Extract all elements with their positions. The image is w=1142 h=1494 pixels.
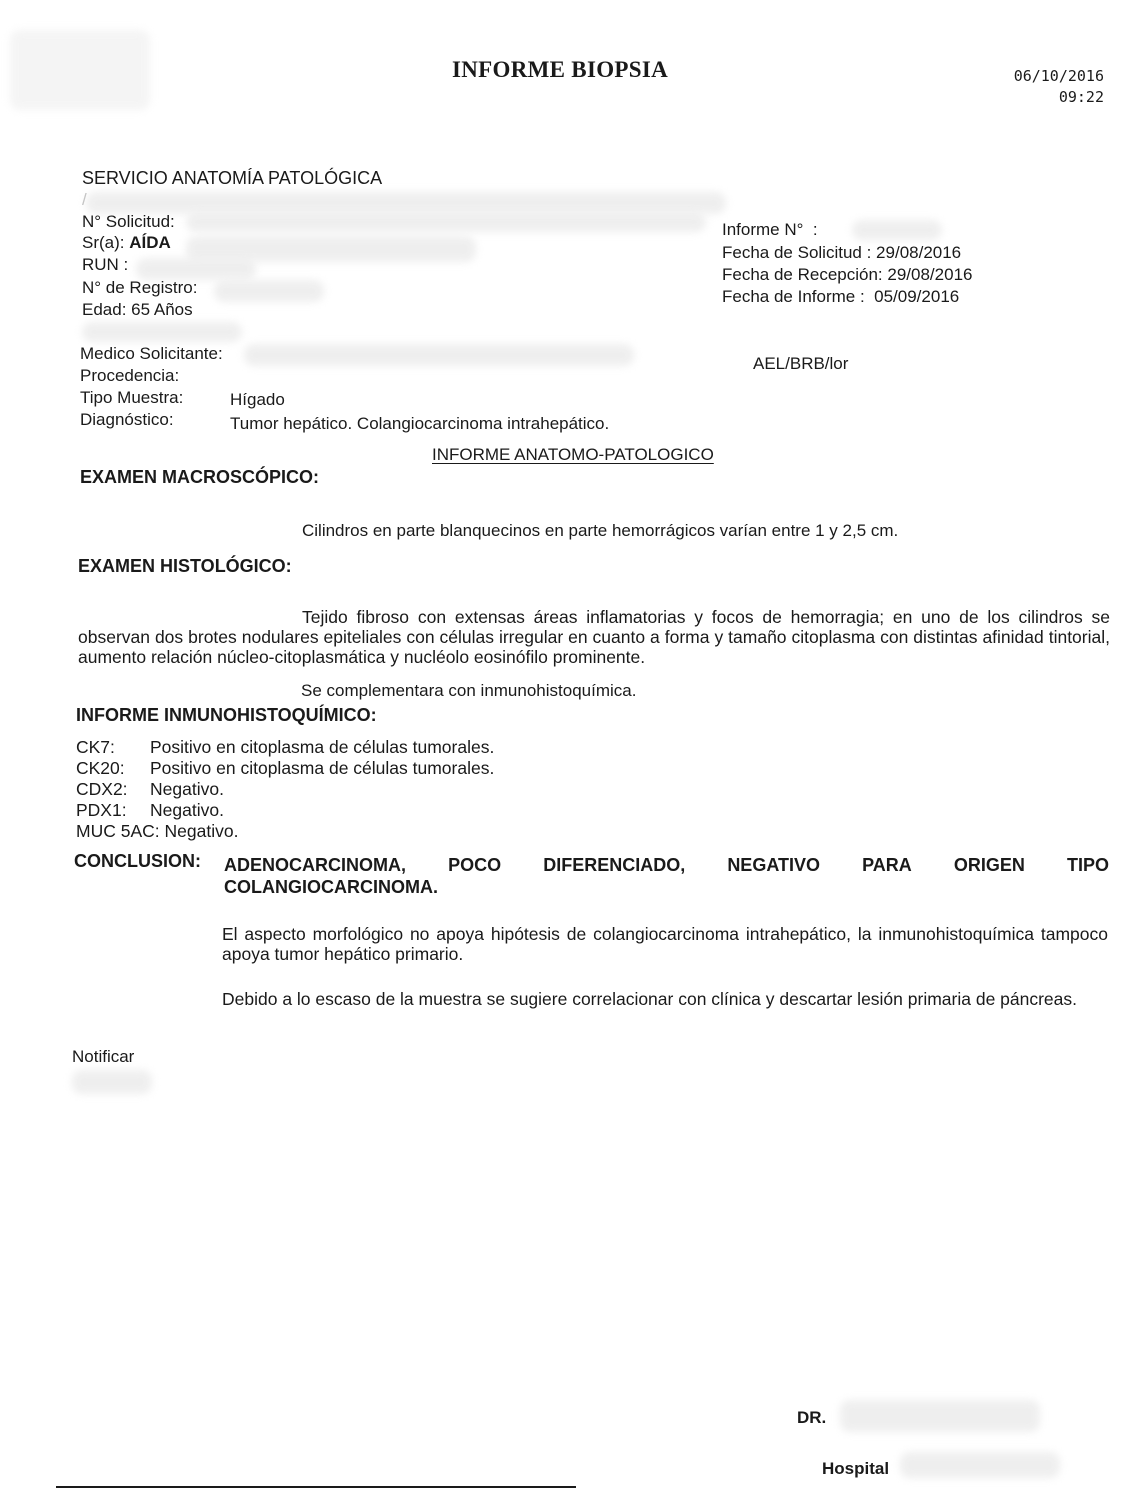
initials: AEL/BRB/lor: [753, 354, 849, 373]
report-section-heading: INFORME ANATOMO-PATOLOGICO: [432, 445, 714, 464]
fecha-recepcion-label: Fecha de Recepción:: [722, 265, 883, 284]
fecha-solicitud-row: [722, 243, 961, 263]
conclusion-label: CONCLUSION:: [74, 851, 201, 871]
redaction-doctor: [840, 1400, 1040, 1432]
patient-label: Sr(a):: [82, 233, 125, 252]
fecha-solicitud-label: Fecha de Solicitud: [722, 243, 862, 262]
run-label: RUN :: [82, 255, 129, 274]
ihc-result: Negativo.: [150, 800, 224, 820]
conclusion-word: ORIGEN: [953, 855, 1025, 875]
patient-row: [82, 233, 171, 253]
redaction-extra-line: [82, 322, 242, 342]
ihc-row: [76, 737, 494, 758]
histo-text: Tejido fibroso con extensas áreas inflamatorias y focos de hemorragia; en uno de los cilindros se observan dos brotes nodulares epiteliales con células irregular en cuanto a forma y tamaño citoplasma con distintas afinidad tintorial, aumento relación núcleo-citoplasmática y nucléolo eosinófilo prominente.: [78, 607, 1110, 667]
notify-label: Notificar: [72, 1047, 135, 1066]
conclusion-word: PARA: [862, 855, 912, 875]
procedencia-label: Procedencia:: [80, 366, 180, 385]
ihc-result: Negativo.: [164, 821, 239, 841]
service-name: SERVICIO ANATOMÍA PATOLÓGICA: [82, 168, 383, 188]
ihc-marker: MUC 5AC:: [76, 821, 160, 841]
registro-label: N° de Registro:: [82, 278, 198, 297]
report-title: INFORME BIOPSIA: [452, 57, 668, 82]
redaction-hospital: [900, 1452, 1060, 1478]
age-label: Edad:: [82, 300, 127, 319]
fecha-recepcion-row: [722, 265, 972, 285]
redaction-medico: [244, 344, 634, 366]
ihc-row: [76, 779, 224, 800]
ihc-marker: CDX2:: [76, 779, 128, 799]
conclusion-word: TIPO: [1066, 855, 1109, 875]
ihc-result: Negativo.: [150, 779, 224, 799]
diagnostico-value: Tumor hepático. Colangiocarcinoma intrahepático.: [230, 414, 610, 433]
redaction-informe-number: [852, 220, 942, 240]
ihc-row: [76, 821, 238, 842]
age-row: [82, 300, 193, 320]
conclusion-line-1: [224, 855, 1109, 876]
macro-text: Cilindros en parte blanquecinos en parte hemorrágicos varían entre 1 y 2,5 cm.: [302, 521, 899, 540]
diagnostico-label: Diagnóstico:: [80, 410, 174, 429]
conclusion-word: DIFERENCIADO,: [543, 855, 686, 875]
redaction-top-left: [10, 30, 150, 110]
medico-label: Medico Solicitante:: [80, 344, 223, 363]
redaction-registro: [214, 280, 324, 302]
ihc-marker: PDX1:: [76, 800, 127, 820]
conclusion-word: POCO: [448, 855, 502, 875]
ihc-result: Positivo en citoplasma de células tumorales.: [150, 737, 495, 757]
solicitud-label: N° Solicitud:: [82, 212, 175, 231]
informe-number-colon: :: [812, 220, 818, 239]
fecha-informe-label: Fecha de Informe :: [722, 287, 865, 306]
conclusion-word: ADENOCARCINOMA,: [224, 855, 406, 875]
age-value: 65 Años: [131, 300, 193, 319]
fecha-solicitud-value: : 29/08/2016: [866, 243, 962, 262]
fecha-informe-value: 05/09/2016: [874, 287, 960, 306]
print-date: 06/10/2016: [1013, 67, 1104, 85]
hospital-label: Hospital: [822, 1459, 890, 1478]
fecha-recepcion-value: 29/08/2016: [887, 265, 973, 284]
address-fragment: /: [82, 190, 87, 209]
ihc-heading: INFORME INMUNOHISTOQUÍMICO:: [76, 705, 377, 725]
print-timestamp: [1014, 66, 1104, 108]
macro-heading: EXAMEN MACROSCÓPICO:: [80, 467, 320, 487]
ihc-marker: CK20:: [76, 758, 125, 778]
patient-name: AÍDA: [129, 233, 171, 252]
conclusion-line-2: COLANGIOCARCINOMA.: [224, 877, 438, 897]
doctor-prefix: DR.: [797, 1408, 827, 1427]
redaction-notify: [72, 1070, 152, 1094]
redaction-run: [136, 258, 256, 280]
ihc-result: Positivo en citoplasma de células tumorales.: [150, 758, 495, 778]
fecha-informe-row: [722, 287, 959, 307]
print-time: 09:22: [1058, 88, 1104, 106]
informe-number-label: Informe N°: [722, 220, 804, 239]
ihc-row: [76, 800, 224, 821]
ihc-row: [76, 758, 494, 779]
tipo-muestra-value: Hígado: [230, 390, 285, 409]
footer-divider: [56, 1486, 576, 1488]
comment-2: Debido a lo escaso de la muestra se sugiere correlacionar con clínica y descartar lesión primaria de páncreas.: [222, 989, 1078, 1009]
histo-note: Se complementara con inmunohistoquímica.: [301, 681, 637, 700]
tipo-muestra-label: Tipo Muestra:: [80, 388, 184, 407]
redaction-address: [86, 192, 726, 214]
conclusion-word: NEGATIVO: [727, 855, 820, 875]
informe-number-row: [722, 220, 818, 240]
comment-1: El aspecto morfológico no apoya hipótesis de colangiocarcinoma intrahepático, la inmunohistoquímica tampoco apoya tumor hepático primario.: [222, 924, 1108, 964]
ihc-marker: CK7:: [76, 737, 115, 757]
redaction-solicitud: [186, 212, 706, 232]
histo-heading: EXAMEN HISTOLÓGICO:: [78, 556, 292, 576]
